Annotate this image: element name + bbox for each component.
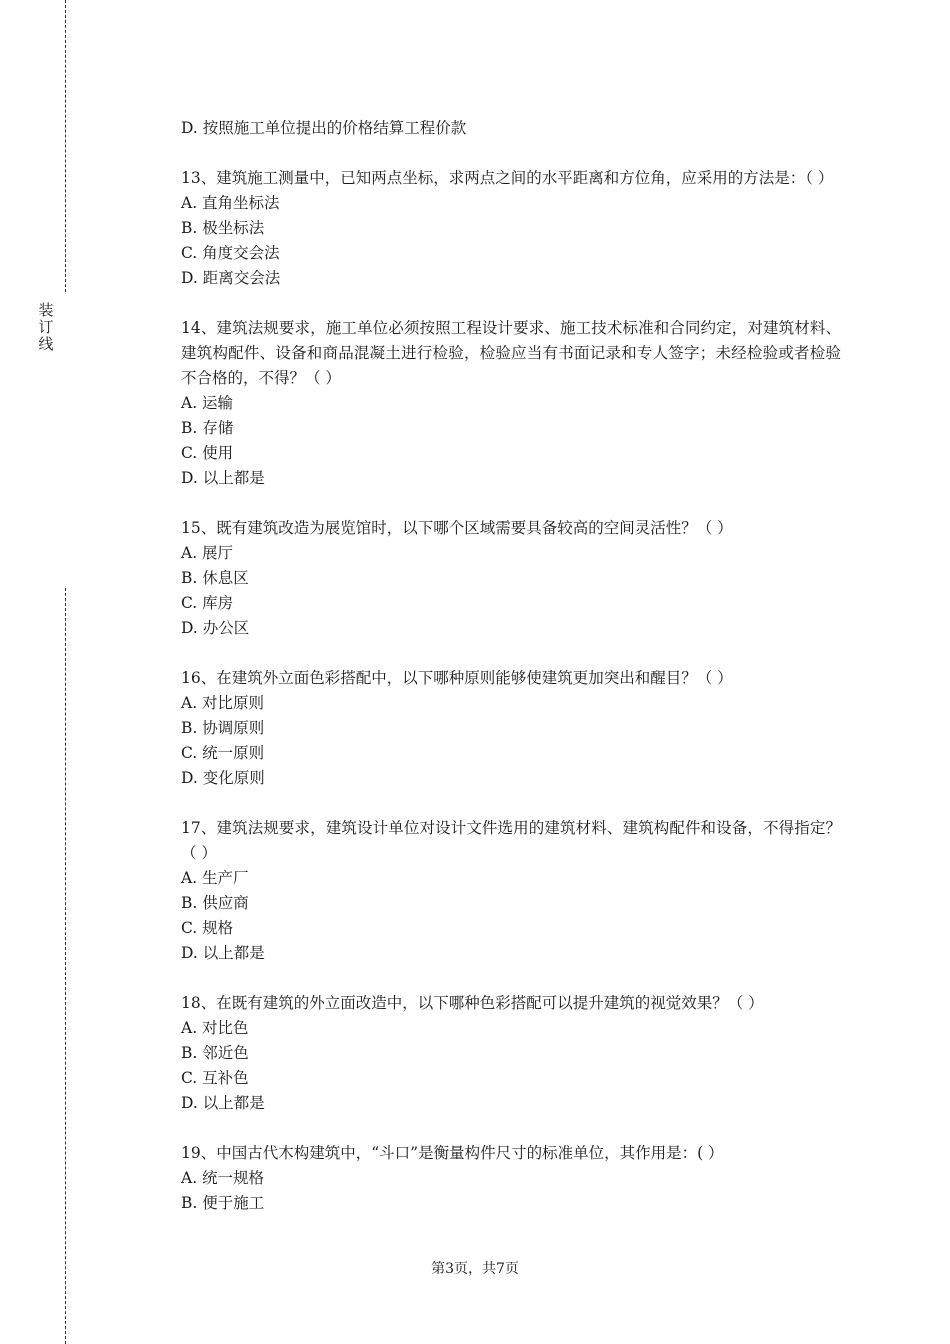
option-a: A. 展厅 [181, 544, 234, 562]
option-a: A. 对比色 [181, 1019, 249, 1037]
question-text: 19、中国古代木构建筑中，“斗口”是衡量构件尺寸的标准单位，其作用是：( ） [181, 1144, 724, 1162]
option-d: D. 变化原则 [181, 769, 265, 787]
binding-label-char: 订 [38, 318, 54, 336]
exam-content [181, 116, 841, 1241]
question-14 [181, 316, 841, 491]
option-a: A. 对比原则 [181, 694, 265, 712]
option-b: B. 存储 [181, 419, 234, 437]
option-a: A. 直角坐标法 [181, 194, 280, 212]
binding-label-char: 线 [38, 335, 54, 353]
question-text: 18、在既有建筑的外立面改造中，以下哪种色彩搭配可以提升建筑的视觉效果？（ ） [181, 994, 764, 1012]
page-footer [0, 1258, 950, 1278]
question-19 [181, 1141, 841, 1216]
question-text: 14、建筑法规要求，施工单位必须按照工程设计要求、施工技术标准和合同约定，对建筑材料、建筑构配件、设备和商品混凝土进行检验，检验应当有书面记录和专人签字；未经检验或者检验不合格的，不得？（ ） [181, 319, 841, 387]
previous-question-tail [181, 116, 841, 141]
option-c: C. 角度交会法 [181, 244, 280, 262]
question-15 [181, 516, 841, 641]
option-b: B. 便于施工 [181, 1194, 265, 1212]
question-text: 15、既有建筑改造为展览馆时，以下哪个区域需要具备较高的空间灵活性？（ ） [181, 519, 733, 537]
option-b: B. 协调原则 [181, 719, 265, 737]
option-d: D. 办公区 [181, 619, 250, 637]
binding-dashed-line-bottom [65, 588, 66, 1344]
option-a: A. 运输 [181, 394, 234, 412]
option-c: C. 库房 [181, 594, 234, 612]
page-number: 第3页，共7页 [431, 1261, 519, 1277]
question-text: 16、在建筑外立面色彩搭配中，以下哪种原则能够使建筑更加突出和醒目？（ ） [181, 669, 733, 687]
option-a: A. 生产厂 [181, 869, 249, 887]
question-13 [181, 166, 841, 291]
binding-dashed-line-top [65, 0, 66, 292]
option-b: B. 供应商 [181, 894, 249, 912]
binding-label-char: 装 [38, 301, 54, 319]
option-c: C. 统一原则 [181, 744, 265, 762]
option-c: C. 规格 [181, 919, 234, 937]
option-a: A. 统一规格 [181, 1169, 265, 1187]
option-b: B. 极坐标法 [181, 219, 265, 237]
option-d: D. 以上都是 [181, 469, 265, 487]
option-d: D. 以上都是 [181, 1094, 265, 1112]
question-text: 13、建筑施工测量中，已知两点坐标，求两点之间的水平距离和方位角，应采用的方法是：（ ） [181, 169, 834, 187]
option-b: B. 休息区 [181, 569, 249, 587]
option-c: C. 互补色 [181, 1069, 249, 1087]
option-c: C. 使用 [181, 444, 234, 462]
option-d: D. 距离交会法 [181, 269, 281, 287]
option-line: D. 按照施工单位提出的价格结算工程价款 [181, 119, 467, 137]
question-17 [181, 816, 841, 966]
option-b: B. 邻近色 [181, 1044, 249, 1062]
question-16 [181, 666, 841, 791]
option-d: D. 以上都是 [181, 944, 265, 962]
question-18 [181, 991, 841, 1116]
question-text: 17、建筑法规要求，建筑设计单位对设计文件选用的建筑材料、建筑构配件和设备，不得指定？（ ） [181, 819, 841, 862]
binding-line-label [38, 302, 54, 353]
